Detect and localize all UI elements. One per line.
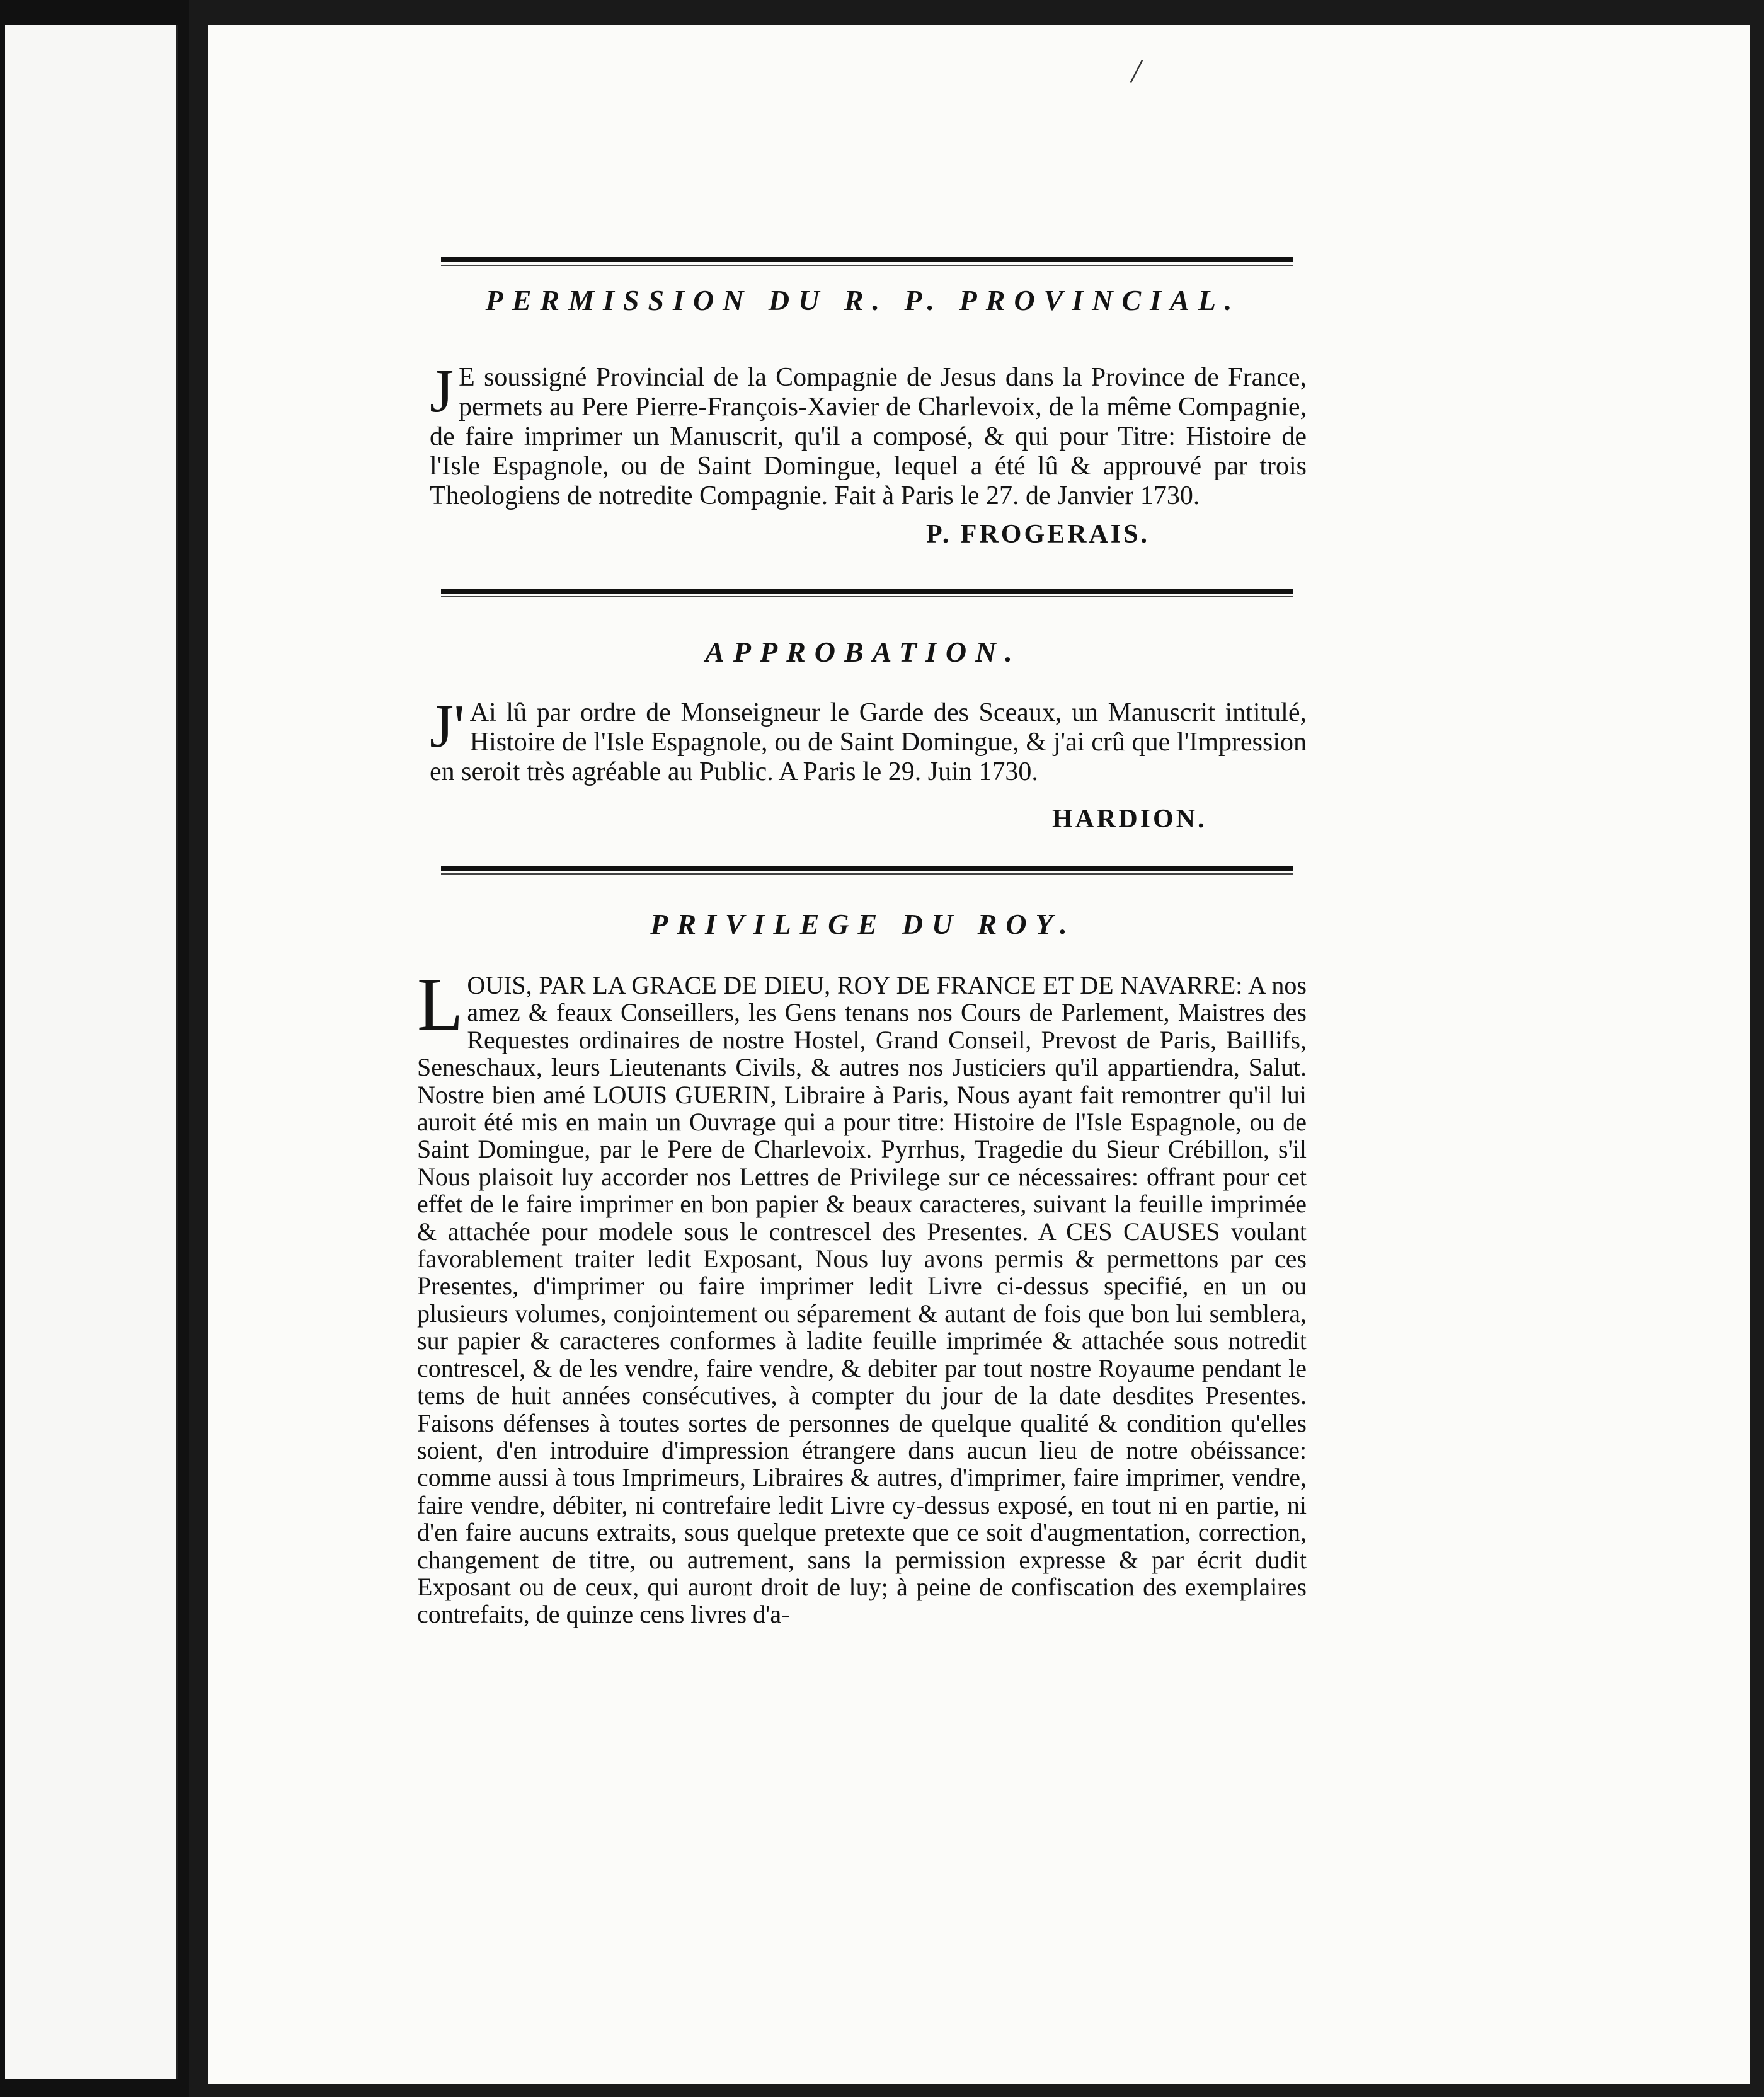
section-rule-top	[441, 257, 1293, 262]
permission-signature: P. FROGERAIS.	[926, 520, 1150, 549]
permission-title: PERMISSION DU R. P. PROVINCIAL.	[485, 284, 1241, 316]
permission-text: JE soussigné Provincial de la Compagnie de Jesus dans la Province de France, permets au Pere Pierre-François-Xavier de Charlevoix, de la même Compagnie, de faire imprimer un Manuscrit, qu'il a composé, & qui pour Titre: Histoire de l'Isle Espagnole, ou de Saint Domingue, lequel a été lû & approuvé par trois Theologiens de notredite Compagnie. Fait à Paris le 27. de Janvier 1730.	[430, 357, 1307, 510]
privilege-title: PRIVILEGE DU ROY.	[650, 908, 1076, 940]
section-rule-approbation	[441, 589, 1293, 594]
section-rule-privilege	[441, 866, 1293, 871]
document-page	[208, 25, 1750, 2084]
previous-page-edge	[5, 25, 178, 2079]
page-mark: /	[1131, 54, 1141, 89]
approbation-text: J'Ai lû par ordre de Monseigneur le Garde des Sceaux, un Manuscrit intitulé, Histoire de l'Isle Espagnole, ou de Saint Domingue, & j'ai crû que l'Impression en seroit très agréable au Public. A Paris le 29. Juin 1730.	[430, 692, 1307, 786]
privilege-text: LOUIS, PAR LA GRACE DE DIEU, ROY DE FRANCE ET DE NAVARRE: A nos amez & feaux Conseillers, les Gens tenans nos Cours de Parlement, Maistres des Requestes ordinaires de nostre Hostel, Grand Conseil, Prevost de Paris, Baillifs, Seneschaux, leurs Lieutenants Civils, & autres nos Justiciers qu'il appartiendra, Salut. Nostre bien amé LOUIS GUERIN, Libraire à Paris, Nous ayant fait remontrer qu'il lui auroit été mis en main un Ouvrage qui a pour titre: Histoire de l'Isle Espagnole, ou de Saint Domingue, par le Pere de Charlevoix. Pyrrhus, Tragedie du Sieur Crébillon, s'il Nous plaisoit luy accorder nos Lettres de Privilege sur ce nécessaires: offrant pour cet effet de le faire imprimer en bon papier & beaux caracteres, suivant la feuille imprimée & attachée pour modele sous le contrescel des Presentes. A CES CAUSES voulant favorablement traiter ledit Exposant, Nous luy avons permis & permettons par ces Presentes, d'imprimer ou faire imprimer ledit Livre ci-dessus specifié, en un ou plusieurs volumes, conjointement ou séparement & autant de fois que bon lui semblera, sur papier & caracteres conformes à ladite feuille imprimée & attachée sous notredit contrescel, & de les vendre, faire vendre, & debiter par tout nostre Royaume pendant le tems de huit années consécutives, à compter du jour de la date desdites Presentes. Faisons défenses à toutes sortes de personnes de quelque qualité & condition qu'elles soient, d'en introduire d'impression étrangere dans aucun lieu de notre obéissance: comme aussi à tous Imprimeurs, Libraires & autres, d'imprimer, faire imprimer, vendre, faire vendre, débiter, ni contrefaire ledit Livre cy-dessus exposé, en tout ni en partie, ni d'en faire aucuns extraits, sous quelque pretexte que ce soit d'augmentation, correction, changement de titre, ou autrement, sans la permission expresse & par écrit dudit Exposant ou de ceux, qui auront droit de luy; à peine de confiscation des exemplaires contrefaits, de quinze cens livres d'a-	[417, 962, 1307, 1629]
approbation-signature: HARDION.	[1052, 805, 1207, 834]
approbation-title: APPROBATION.	[705, 636, 1021, 668]
